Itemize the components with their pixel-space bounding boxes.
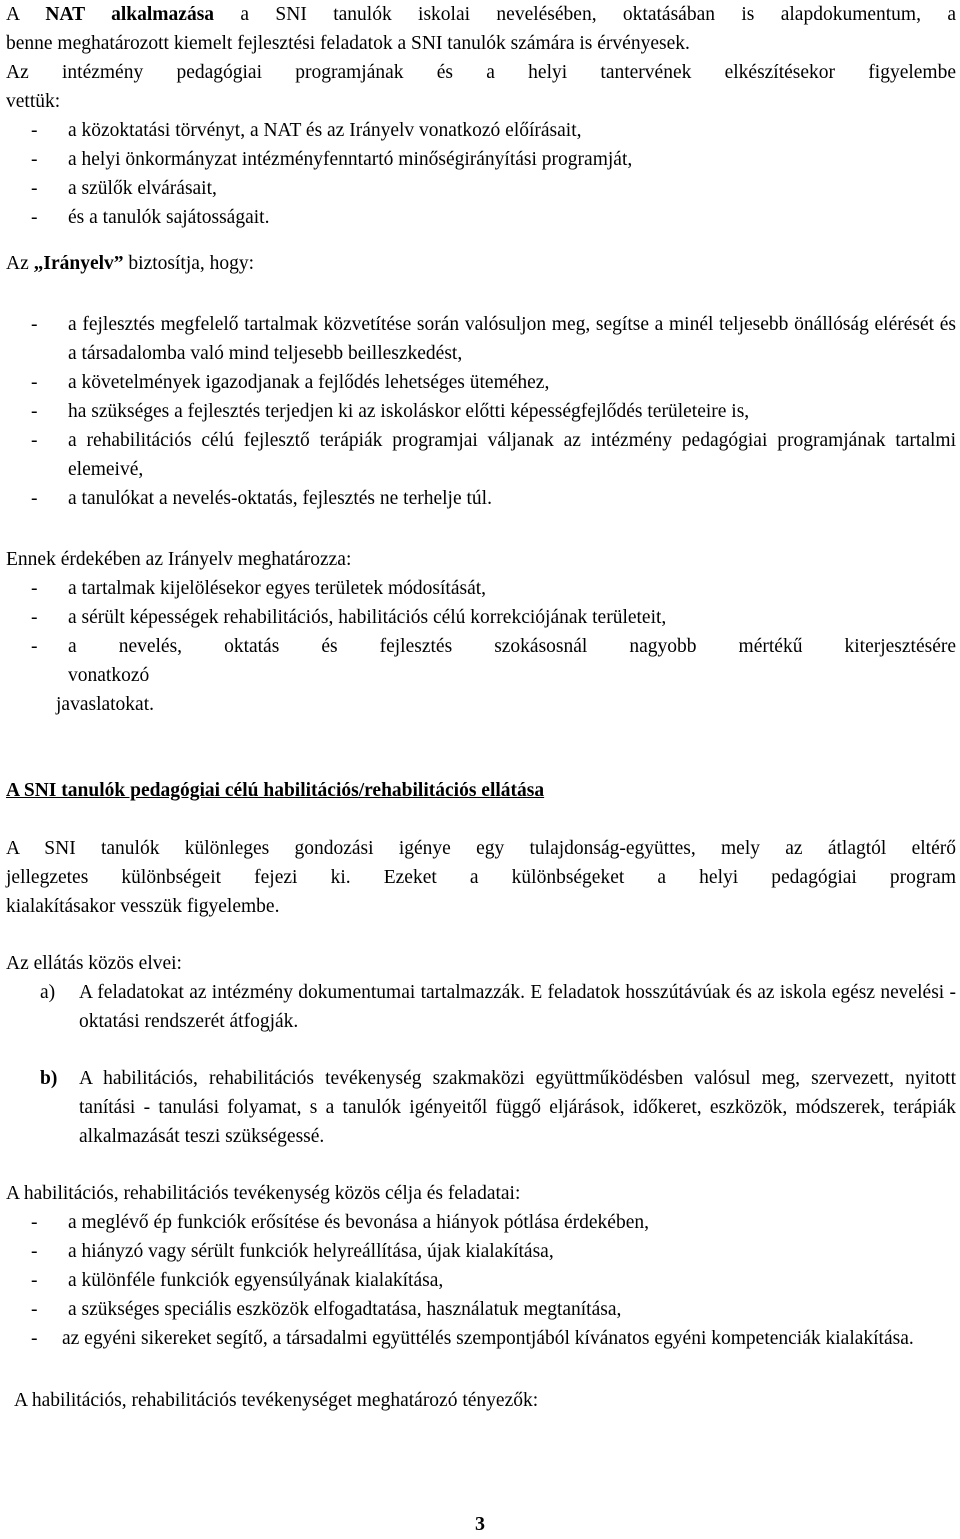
- determines-list: [6, 574, 956, 661]
- list-item: - a sérült képességek rehabilitációs, habilitációs célú korrekciójának területeit,: [31, 607, 667, 628]
- list-item: - a hiányzó vagy sérült funkciók helyreállítása, újak kialakítása,: [31, 1241, 554, 1262]
- page-number: 3: [475, 1513, 485, 1535]
- list-item: - és a tanulók sajátosságait.: [31, 207, 270, 228]
- list-item: - a rehabilitációs célú fejlesztő terápiák programjai váljanak az intézmény pedagógiai programjának tartalmi elemeivé,: [31, 430, 956, 480]
- determines-item3-end: javaslatokat.: [56, 694, 155, 715]
- principles-lead: Az ellátás közös elvei:: [6, 953, 182, 974]
- intro-line-4: vettük:: [6, 91, 61, 112]
- list-item: - a helyi önkormányzat intézményfenntartó minőségirányítási programját,: [31, 149, 633, 170]
- principle-b: b) A habilitációs, rehabilitációs tevékenység szakmaközi együttműködésben valósul meg, szervezett, nyitott tanítási - tanulási folyamat, s a tanulók igényeitől függő eljárások, időkeret, eszközök, módszerek, terápiák alkalmazását teszi szükségessé.: [40, 1068, 956, 1147]
- ensures-list: [6, 310, 956, 513]
- list-item: - a nevelés, oktatás és fejlesztés szokásosnál nagyobb mértékű kiterjesztésére: [31, 636, 956, 657]
- section-para-line-2: jellegzetes különbségeit fejezi ki. Ezeket a különbségeket a helyi pedagógiai program: [6, 867, 956, 888]
- goals-list: [6, 1208, 956, 1353]
- goals-lead: A habilitációs, rehabilitációs tevékenység közös célja és feladatai:: [6, 1183, 521, 1204]
- section-heading: A SNI tanulók pedagógiai célú habilitációs/rehabilitációs ellátása: [6, 780, 545, 801]
- list-item: - a meglévő ép funkciók erősítése és bevonása a hiányok pótlása érdekében,: [31, 1212, 649, 1233]
- considered-list: [6, 116, 956, 232]
- list-item: - a közoktatási törvényt, a NAT és az Irányelv vonatkozó előírásait,: [31, 120, 582, 141]
- intro-line-2: benne meghatározott kiemelt fejlesztési feladatok a SNI tanulók számára is érvényesek.: [6, 33, 690, 54]
- list-item: - a szükséges speciális eszközök elfogadtatása, használatuk megtanítása,: [31, 1299, 622, 1320]
- principles-list: [6, 978, 956, 1151]
- list-item: - a követelmények igazodjanak a fejlődés lehetséges üteméhez,: [31, 372, 550, 393]
- document-page: [6, 0, 956, 1415]
- list-item: - ha szükséges a fejlesztés terjedjen ki az iskoláskor előtti képességfejlődés területeire is,: [31, 401, 750, 422]
- nat-bold-term: NAT alkalmazása: [45, 4, 215, 25]
- iranyelv-bold-term: „Irányelv”: [33, 253, 124, 274]
- list-item: - a tartalmak kijelölésekor egyes területek módosítását,: [31, 578, 487, 599]
- list-item: - a tanulókat a nevelés-oktatás, fejlesztés ne terhelje túl.: [31, 488, 492, 509]
- intro-line-3: Az intézmény pedagógiai programjának és a helyi tantervének elkészítésekor figyelembe: [6, 62, 956, 83]
- list-item: - az egyéni sikereket segítő, a társadalmi együttélés szempontjából kívánatos egyéni kompetenciák kialakítása.: [31, 1328, 914, 1349]
- principle-a: a) A feladatokat az intézmény dokumentumai tartalmazzák. E feladatok hosszútávúak és az iskola egész nevelési - oktatási rendszerét átfogják.: [40, 982, 956, 1032]
- section-para-line-3: kialakításakor vesszük figyelembe.: [6, 896, 280, 917]
- determines-lead: Ennek érdekében az Irányelv meghatározza:: [6, 549, 352, 570]
- iranyelv-lead: Az „Irányelv” biztosítja, hogy:: [6, 253, 255, 274]
- factors-lead: A habilitációs, rehabilitációs tevékenységet meghatározó tényezők:: [14, 1390, 539, 1411]
- determines-item3-cont: vonatkozó: [68, 665, 150, 686]
- section-para-line-1: A SNI tanulók különleges gondozási igénye egy tulajdonság-együttes, mely az átlagtól eltérő: [6, 838, 956, 859]
- intro-line-1: A NAT alkalmazása a SNI tanulók iskolai nevelésében, oktatásában is alapdokumentum, a: [6, 4, 956, 25]
- list-item: - a szülők elvárásait,: [31, 178, 217, 199]
- list-item: - a fejlesztés megfelelő tartalmak közvetítése során valósuljon meg, segítse a minél teljesebb önállóság elérését és a társadalomba való mind teljesebb beilleszkedést,: [31, 314, 956, 364]
- list-item: - a különféle funkciók egyensúlyának kialakítása,: [31, 1270, 444, 1291]
